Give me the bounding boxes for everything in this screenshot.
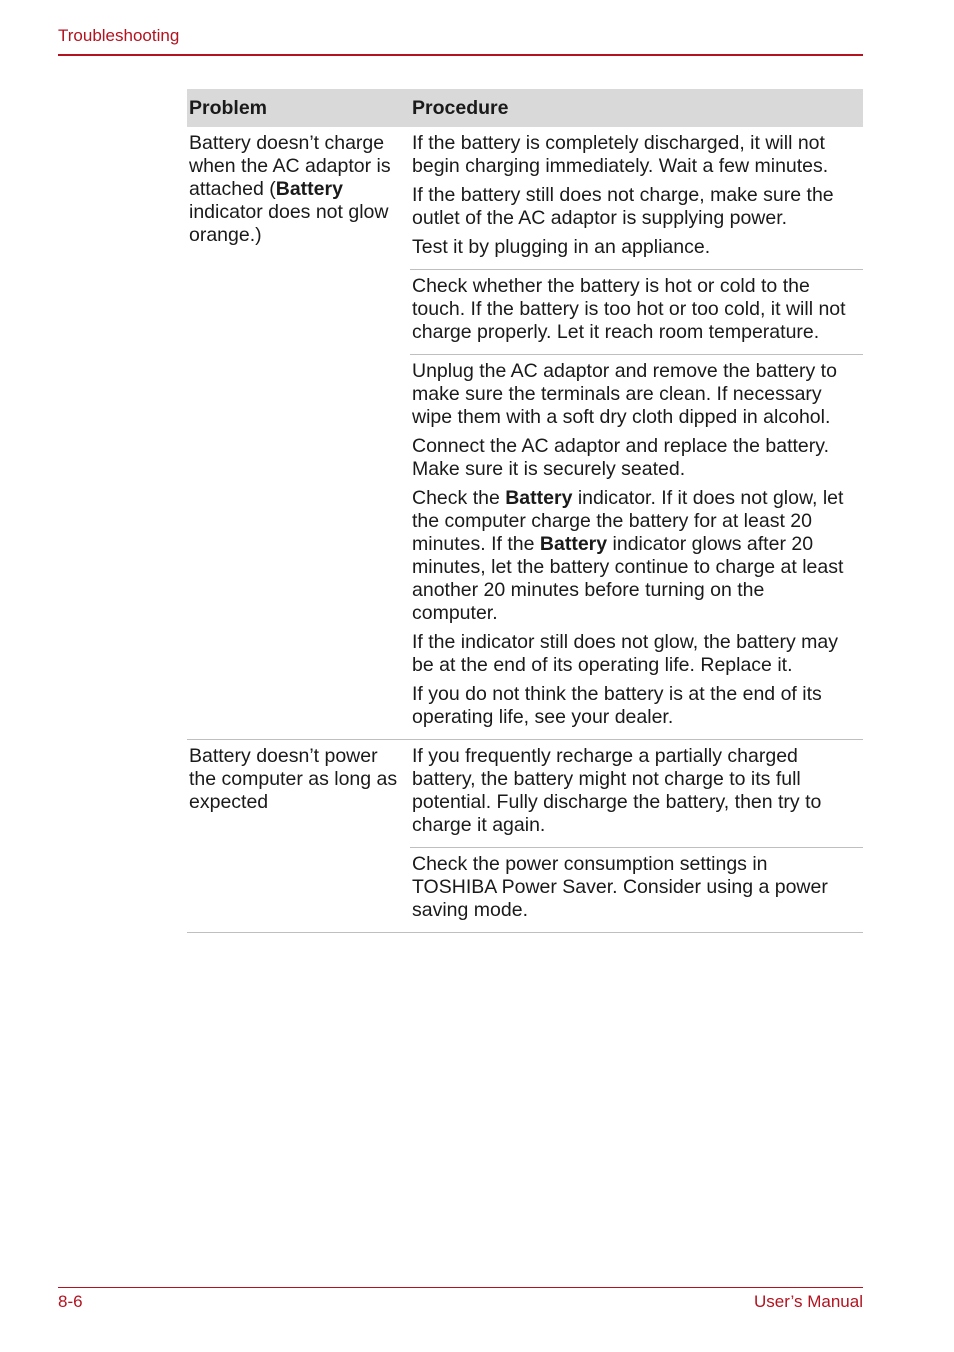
problem-cell — [187, 740, 410, 932]
procedure-column — [410, 740, 863, 932]
table-header-row — [187, 89, 863, 127]
procedure-cell — [410, 847, 863, 932]
procedure-paragraph: If the battery still does not charge, make sure the outlet of the AC adaptor is supplying power. — [412, 184, 834, 229]
battery-indicator-label: Battery — [275, 178, 343, 200]
procedure-cell — [410, 127, 863, 269]
procedure-paragraph: If the indicator still does not glow, the battery may be at the end of its operating life. Replace it. — [412, 631, 838, 676]
column-header-problem: Problem — [189, 96, 268, 119]
procedure-paragraph: If the battery is completely discharged, it will not begin charging immediately. Wait a few minutes. — [412, 132, 829, 177]
problem-text: indicator does not glow orange.) — [189, 201, 389, 246]
procedure-cell — [410, 269, 863, 354]
procedure-cell — [410, 354, 863, 739]
page-number: 8-6 — [58, 1292, 83, 1311]
troubleshooting-table — [187, 89, 863, 933]
procedure-paragraph: If you frequently recharge a partially charged battery, the battery might not charge to its full potential. Fully discharge the battery, then try to charge it again. — [412, 745, 822, 836]
procedure-paragraph — [412, 487, 855, 625]
procedure-text: indicator. If it does not glow, let the computer charge the battery for at least 20 minutes. If the — [412, 487, 844, 555]
procedure-paragraph: Check whether the battery is hot or cold to the touch. If the battery is too hot or too cold, it will not charge properly. Let it reach room temperature. — [412, 275, 846, 343]
manual-title: User’s Manual — [754, 1292, 863, 1311]
procedure-column — [410, 127, 863, 739]
header-rule — [58, 54, 863, 56]
procedure-paragraph: Connect the AC adaptor and replace the battery. Make sure it is securely seated. — [412, 435, 829, 480]
procedure-paragraph: Test it by plugging in an appliance. — [412, 236, 711, 258]
problem-text: Battery doesn’t charge when the AC adaptor is attached ( — [189, 132, 391, 200]
footer-rule — [58, 1287, 863, 1288]
battery-indicator-label: Battery — [539, 533, 608, 555]
battery-indicator-label: Battery — [505, 487, 573, 509]
table-row — [187, 740, 863, 933]
procedure-paragraph: Unplug the AC adaptor and remove the battery to make sure the terminals are clean. If necessary wipe them with a soft dry cloth dipped in alcohol. — [412, 360, 837, 428]
column-header-procedure: Procedure — [412, 96, 509, 119]
procedure-paragraph: Check the power consumption settings in TOSHIBA Power Saver. Consider using a power saving mode. — [412, 853, 828, 921]
procedure-cell — [410, 740, 863, 847]
procedure-paragraph: If you do not think the battery is at the end of its operating life, see your dealer. — [412, 683, 822, 728]
table-row — [187, 127, 863, 740]
page-header-title: Troubleshooting — [58, 26, 180, 45]
procedure-text: Check the — [412, 487, 506, 509]
problem-cell — [187, 127, 410, 739]
procedure-text: indicator glows after 20 minutes, let the battery continue to charge at least another 20 minutes before turning on the computer. — [412, 533, 844, 624]
problem-text: Battery doesn’t power the computer as long as expected — [189, 745, 398, 813]
